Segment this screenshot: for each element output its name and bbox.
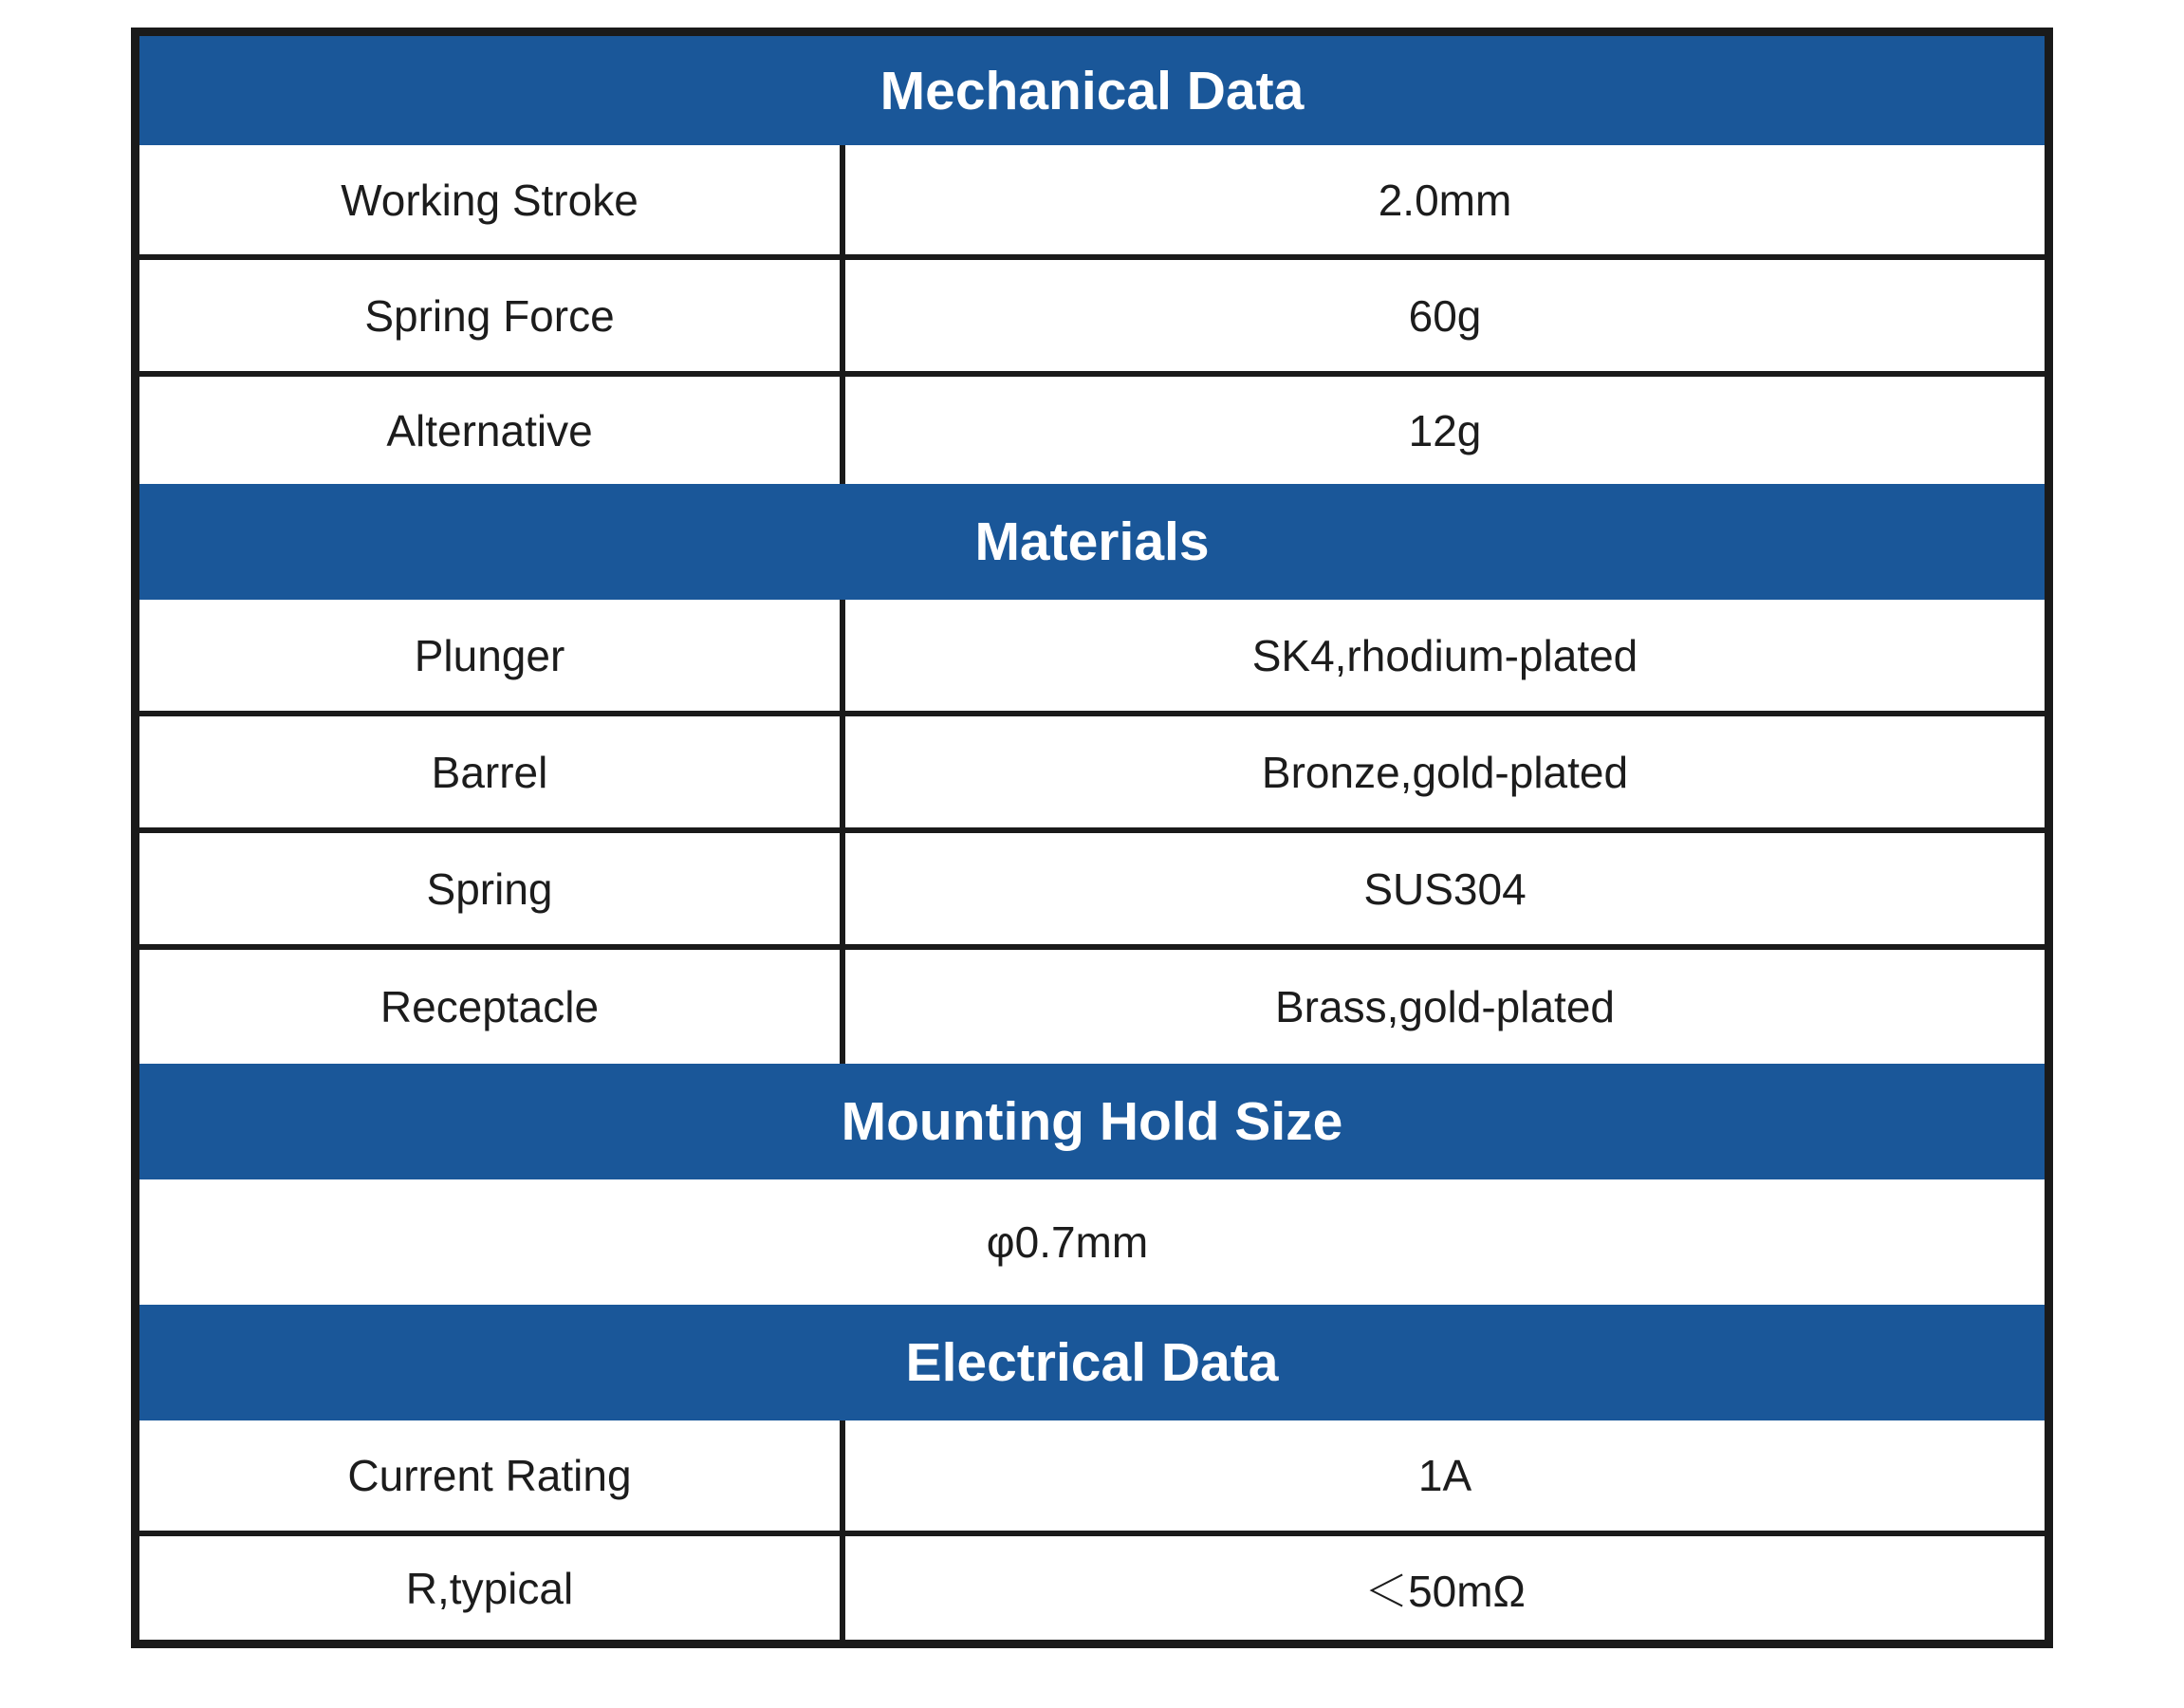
table-row <box>139 1420 2045 1536</box>
section-title: Electrical Data <box>905 1332 1279 1393</box>
row-label: Plunger <box>139 600 845 711</box>
mounting-hole-size-value: φ0.7mm <box>986 1217 1149 1267</box>
section-header-materials <box>139 484 2045 600</box>
section-title: Mounting Hold Size <box>841 1091 1343 1152</box>
row-label: R,typical <box>139 1536 845 1640</box>
row-value: SUS304 <box>1363 863 1527 914</box>
row-value: Brass,gold-plated <box>1275 982 1615 1031</box>
row-label: Current Rating <box>139 1420 845 1531</box>
section-title: Materials <box>974 511 1210 572</box>
table-row <box>139 260 2045 377</box>
table-row <box>139 833 2045 950</box>
row-value: 60g <box>1408 290 1482 341</box>
row-value: 1A <box>1417 1451 1472 1500</box>
section-header-electrical <box>139 1305 2045 1420</box>
section-header-mounting <box>139 1064 2045 1179</box>
row-value: ＜50mΩ <box>1364 1566 1526 1616</box>
spec-table <box>131 28 2053 1648</box>
row-value: Bronze,gold-plated <box>1261 747 1629 797</box>
table-row <box>139 377 2045 484</box>
table-row <box>139 600 2045 716</box>
row-label: Receptacle <box>139 950 845 1064</box>
row-value: 12g <box>1408 405 1482 455</box>
row-label: Spring <box>139 833 845 944</box>
section-header-mechanical <box>139 36 2045 145</box>
table-row <box>139 1536 2045 1640</box>
mounting-hole-size-row <box>139 1179 2045 1305</box>
table-row <box>139 950 2045 1064</box>
table-row <box>139 145 2045 260</box>
row-value: 2.0mm <box>1378 175 1512 225</box>
row-label: Working Stroke <box>139 145 845 254</box>
row-label: Alternative <box>139 377 845 484</box>
table-row <box>139 716 2045 833</box>
row-value: SK4,rhodium-plated <box>1251 630 1638 680</box>
section-title: Mechanical Data <box>879 60 1305 121</box>
row-label: Spring Force <box>139 260 845 371</box>
row-label: Barrel <box>139 716 845 827</box>
